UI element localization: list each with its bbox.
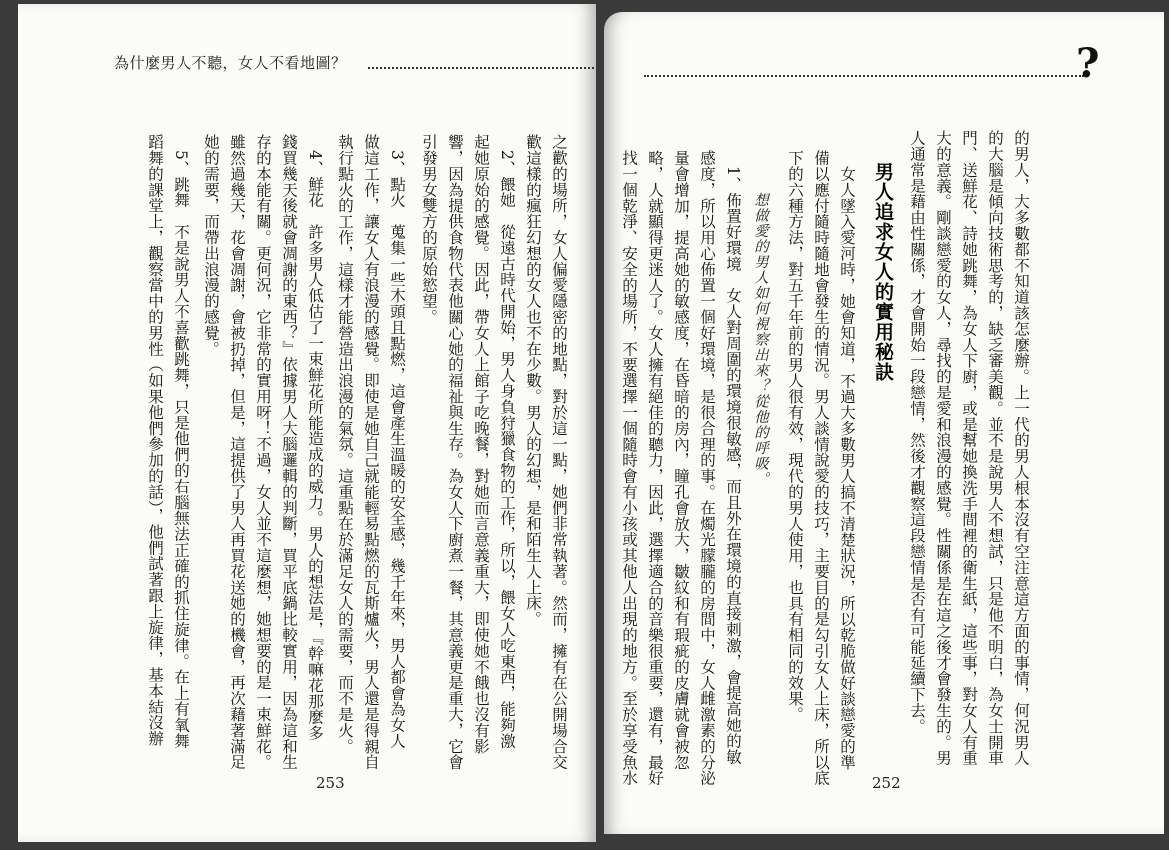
text-column: 的大腦是傾向技術思考的，缺乏審美觀。並不是說男人不想試，只是他不明白，為女士開車: [986, 130, 1004, 766]
question-mark-icon: ?: [1076, 40, 1100, 87]
text-column: 之歡的場所，女人偏愛隱密的地點，對於這一點，她們非常執著。然而，擁有在公開場合交: [550, 134, 568, 770]
text-column: 引發男女雙方的原始慾望。: [420, 134, 438, 325]
text-column: 下的六種方法，對五千年前的男人很有效，現代的男人使用，也具有相同的效果。: [786, 150, 804, 723]
text-column: 門、送鮮花、詩她跳舞，為女人下廚，或是幫她換洗手間裡的衛生紙，這些事，對女人有重: [960, 130, 978, 766]
text-column: 女人墜入愛河時，她會知道，不過大多數男人搞不清楚狀況，所以乾脆做好談戀愛的準: [838, 166, 856, 771]
right-page: [604, 12, 1164, 834]
text-column: 的男人，大多數都不知道該怎麼辦。上一代的男人根本沒有空注意這方面的事情，何況男人: [1012, 130, 1030, 766]
text-column: 1、佈置好環境 女人對周圍的環境很敏感，而且外在環境的直接刺激，會提高她的敏: [724, 166, 742, 765]
text-column: 做這工作，讓女人有浪漫的感覺。即使是她自己就能輕易點燃的瓦斯爐火，男人還是得親自: [362, 134, 380, 770]
text-column: 存的本能有關。更何況，它非常的實用呀！不過，女人並不這麼想，她想要的是一束鮮花。: [254, 134, 272, 770]
page-number: 253: [316, 774, 345, 792]
left-page: [18, 4, 596, 842]
text-column: 5、跳舞 不是說男人不喜歡跳舞，只是他們的右腦無法正確的抓住旋律。在上有氧舞: [172, 150, 190, 749]
text-column: 響，因為提供食物代表他關心她的福祉與生存。為女人下廚煮一餐，其意義更是重大，它會: [446, 134, 464, 770]
text-column: 找一個乾淨、安全的場所，不要選擇一個隨時會有小孩或其他人出現的地方。至於享受魚水: [620, 150, 638, 786]
text-column: 大的意義。剛談戀愛的女人，尋找的是愛和浪漫的感覺。性關係是在這之後才會發生的。男: [934, 130, 952, 766]
text-column: 錢買幾天後就會凋謝的東西？』依據男人大腦邏輯的判斷，買平底鍋比較實用，因為這和生: [280, 134, 298, 770]
text-column: 量會增加，提高她的敏感度，在昏暗的房內，瞳孔會放大，皺紋和有瑕疵的皮膚就會被忽: [672, 150, 690, 771]
text-column: 略，人就顯得更迷人了。女人擁有絕佳的聽力，因此，選擇適合的音樂很重要，還有，最好: [646, 150, 664, 786]
leader-dots: [368, 67, 594, 69]
text-column: 她的需要，而帶出浪漫的感覺。: [202, 134, 220, 357]
text-column: 起她原始的感覺。因此，帶女人上館子吃晚餐，對她而言意義重大，即使她不餓也沒有影: [472, 134, 490, 755]
text-column: 蹈舞的課堂上，觀察當中的男性（如果他們參加的話），他們試著跟上旋律，基本結沒辦: [146, 134, 164, 747]
page-number: 252: [872, 774, 901, 792]
running-head: 為什麼男人不聽，女人不看地圖？: [114, 54, 347, 72]
text-column: 雖然過幾天，花會凋謝，會被扔掉，但是，這提供了男人再買花送她的機會，再次藉著滿足: [228, 134, 246, 770]
text-column: 4、鮮花 許多男人低估了一束鮮花所能造成的威力。男人的想法是，『幹嘛花那麼多: [306, 150, 324, 741]
section-title: 男人追求女人的實用秘訣: [872, 162, 894, 382]
text-column: 3、點火 蒐集一些木頭且點燃，這會產生溫暖的安全感，幾千年來，男人都會為女人: [388, 150, 406, 749]
quote: 想做愛的男人如何視察出來？從他的呼吸。: [752, 192, 768, 487]
text-column: 執行點火的工作，這樣才能營造出浪漫的氣氛。這重點在於滿足女人的需要，而不是火。: [336, 134, 354, 755]
leader-dots: [644, 75, 1084, 77]
text-column: 歡這樣的瘋狂幻想的女人也不在少數。男人的幻想，是和陌生人上床。: [524, 134, 542, 627]
text-column: 備以應付隨時隨地會發生的情況。男人談情說愛的技巧，主要目的是勾引女人上床，所以底: [812, 150, 830, 786]
text-column: 2、餵她 從遠古時代開始，男人身負狩獵食物的工作，所以，餵女人吃東西，能夠激: [498, 150, 516, 749]
text-column: 人通常是藉由性關係，才會開始一段戀情，然後才觀察這段戀情是否有可能延續下去。: [908, 130, 926, 735]
text-column: 感度，所以用心佈置一個好環境，是很合理的事。在燭光朦朧的房間中，女人雌激素的分泌: [698, 150, 716, 786]
